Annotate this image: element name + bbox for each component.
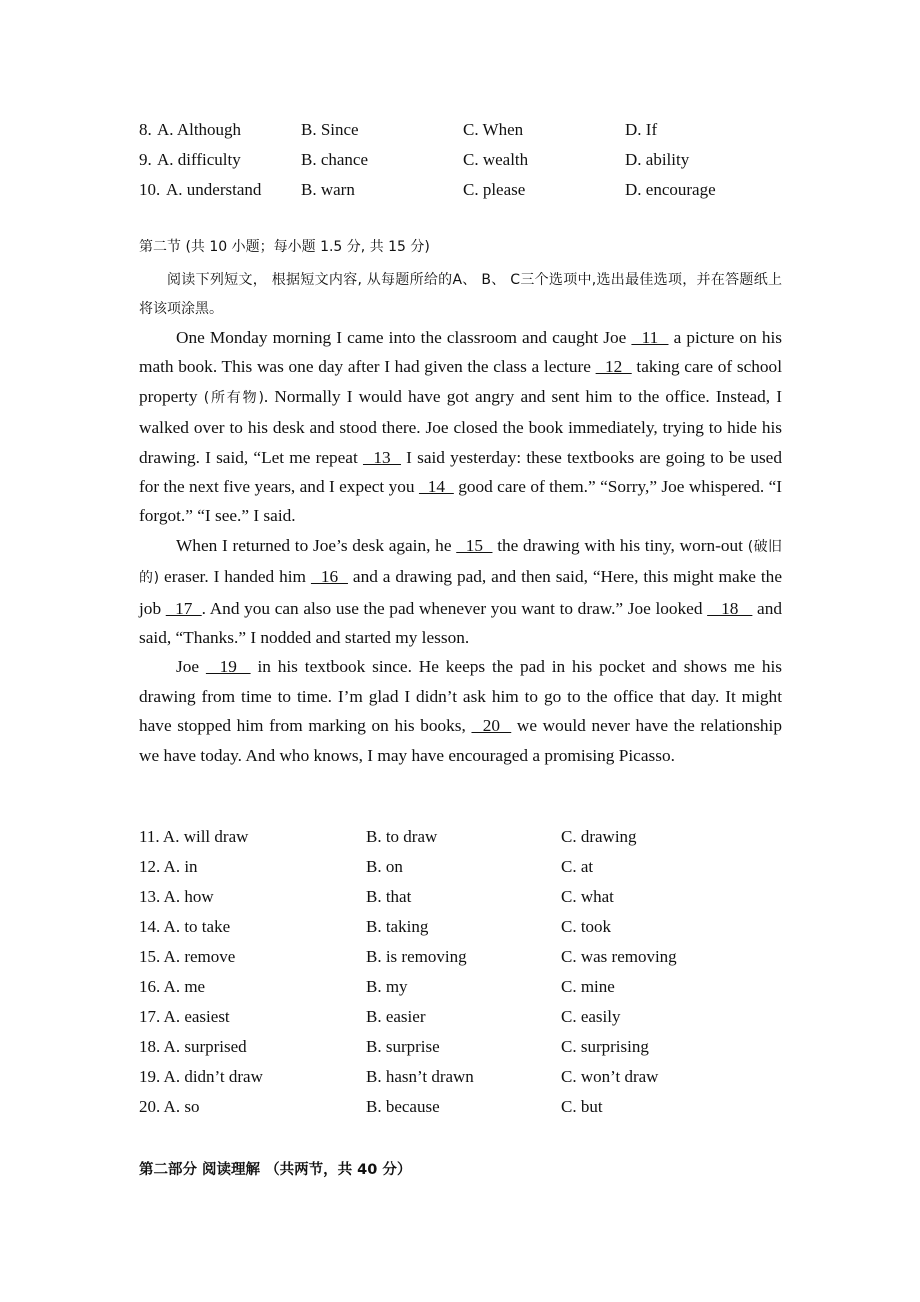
option-c: C. at xyxy=(561,857,594,876)
option-c: C. mine xyxy=(561,977,615,996)
option-b: B. because xyxy=(366,1097,440,1116)
blank-11: 11 xyxy=(631,328,669,347)
passage-text: . And you can also use the pad whenever you want to draw.” Joe looked xyxy=(201,598,708,618)
blank-17: 17 xyxy=(165,598,202,618)
option-d: D. If xyxy=(625,120,658,139)
option-c: C. please xyxy=(463,180,526,199)
option-a: 17. A. easiest xyxy=(139,1007,230,1026)
option-c: C. surprising xyxy=(561,1037,649,1056)
option-b: B. chance xyxy=(301,150,369,169)
blank-19: 19 xyxy=(205,657,251,677)
passage-paragraph-1 xyxy=(139,323,782,531)
passage-text: in his textbook since. He keeps the pad in his pocket and shows me his drawing from time to time. I’m glad I didn’t ask him to go to the office that day. It might have stopped him from marking on his books, xyxy=(139,657,782,736)
option-a: 19. A. didn’t draw xyxy=(139,1067,263,1086)
option-a: 12. A. in xyxy=(139,857,198,876)
passage-text: good care of them.” “Sorry,” Joe whispered. “I forgot.” “I see.” I said. xyxy=(139,477,783,526)
passage-text: One Monday morning I came into the classroom and caught Joe xyxy=(176,328,632,347)
passage-paragraph-2 xyxy=(139,531,782,653)
option-d: D. ability xyxy=(625,150,690,169)
option-b: B. surprise xyxy=(366,1037,440,1056)
question-number: 9. xyxy=(139,150,152,169)
part-two-heading: 第二部分 阅读理解 （共两节，共 40 分） xyxy=(139,1162,412,1178)
option-a: 14. A. to take xyxy=(139,917,231,936)
option-b: B. warn xyxy=(301,180,355,199)
option-a: 18. A. surprised xyxy=(139,1037,247,1056)
option-a: A. understand xyxy=(166,180,262,199)
blank-14: 14 xyxy=(418,477,454,497)
option-a: 11. A. will draw xyxy=(139,827,249,846)
option-d: D. encourage xyxy=(625,180,716,199)
option-a: 15. A. remove xyxy=(139,947,236,966)
gloss: (破旧的) xyxy=(139,538,782,587)
section-instructions: 阅读下列短文， 根据短文内容, 从每题所给的A、 B、 C三个选项中,选出最佳选项，并在答题纸上将该项涂黑。 xyxy=(139,272,782,317)
option-b: B. my xyxy=(366,977,408,996)
option-b: B. taking xyxy=(366,917,429,936)
option-b: B. that xyxy=(366,887,412,906)
passage-text: a picture on his math book. This was one day after I had given the class a lecture xyxy=(139,328,782,377)
passage-text: I said yesterday: these textbooks are going to be used for the next five years, and I expect you xyxy=(139,447,782,497)
option-a: A. Although xyxy=(157,120,242,139)
gloss: (所有物) xyxy=(203,389,264,406)
blank-18: 18 xyxy=(707,598,753,618)
blank-20: 20 xyxy=(471,716,512,736)
passage-text: taking care of school property xyxy=(139,357,782,406)
option-c: C. took xyxy=(561,917,612,936)
option-c: C. what xyxy=(561,887,614,906)
passage-text: . Normally I would have got angry and sent him to the office. Instead, I walked over to his desk and stood there. Joe closed the book immediately, trying to hide his drawing. I said, “Let me repeat xyxy=(139,386,782,467)
option-b: B. Since xyxy=(301,120,359,139)
blank-12: 12 xyxy=(595,357,632,377)
option-c: C. was removing xyxy=(561,947,677,966)
blank-13: 13 xyxy=(362,447,401,467)
option-c: C. drawing xyxy=(561,827,637,846)
option-c: C. wealth xyxy=(463,150,529,169)
option-c: C. but xyxy=(561,1097,603,1116)
passage-text: When I returned to Joe’s desk again, he xyxy=(176,535,457,555)
option-a: 13. A. how xyxy=(139,887,214,906)
option-a: 8. xyxy=(139,120,152,139)
option-c: C. easily xyxy=(561,1007,621,1026)
option-a: 16. A. me xyxy=(139,977,206,996)
option-b: B. hasn’t drawn xyxy=(366,1067,474,1086)
cloze-passage xyxy=(139,323,782,770)
option-b: B. easier xyxy=(366,1007,426,1026)
option-c: C. When xyxy=(463,120,524,139)
passage-text: we would never have the relationship we have today. And who knows, I may have encouraged a promising Picasso. xyxy=(139,716,782,765)
passage-text: Joe xyxy=(176,657,206,677)
option-b: B. to draw xyxy=(366,827,438,846)
option-c: C. won’t draw xyxy=(561,1067,659,1086)
blank-16: 16 xyxy=(310,567,348,587)
option-a: A. difficulty xyxy=(157,150,241,169)
passage-text: the drawing with his tiny, worn-out xyxy=(492,535,748,555)
section-heading: 第二节 (共 10 小题；每小题 1.5 分, 共 15 分) xyxy=(139,239,430,255)
question-number: 10. xyxy=(139,180,161,199)
passage-text: and said, “Thanks.” I nodded and started my lesson. xyxy=(139,598,783,648)
option-b: B. is removing xyxy=(366,947,467,966)
option-b: B. on xyxy=(366,857,403,876)
passage-text: eraser. I handed him xyxy=(159,567,311,587)
passage-paragraph-3 xyxy=(139,652,782,770)
passage-text: and a drawing pad, and then said, “Here, this might make the job xyxy=(139,567,782,618)
blank-15: 15 xyxy=(456,535,493,555)
option-a: 20. A. so xyxy=(139,1097,200,1116)
